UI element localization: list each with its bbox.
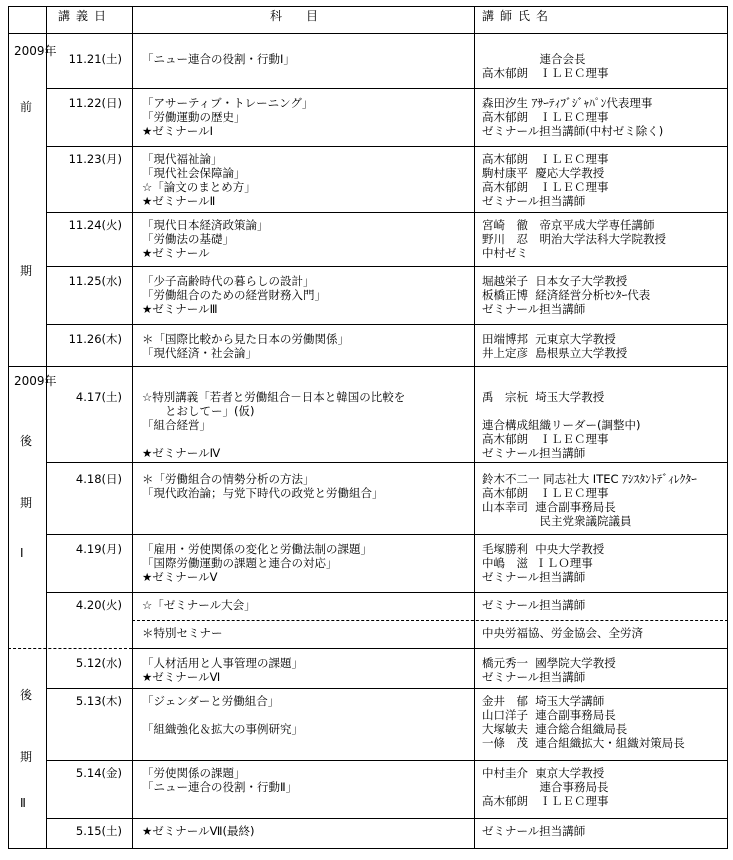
row-lecturer: 連合事務局長 bbox=[482, 780, 609, 794]
header-divider bbox=[8, 33, 728, 34]
row-subject: ★ゼミナール bbox=[142, 246, 210, 260]
row-lecturer: 井上定彦 島根県立大学教授 bbox=[482, 346, 628, 360]
row-lecturer: ゼミナール担当講師(中村ゼミ除く) bbox=[482, 124, 664, 138]
row-lecturer: 一條 茂 連合組織拡大・組織対策局長 bbox=[482, 736, 685, 750]
row-subject: 「人材活用と人事管理の課題」 bbox=[142, 656, 303, 670]
row-lecturer: 田端博邦 元東京大学教授 bbox=[482, 332, 616, 346]
row-lecturer: 森田汐生 ｱｻｰﾃｨﾌﾞｼﾞｬﾊﾟﾝ代表理事 bbox=[482, 96, 653, 110]
row-divider bbox=[46, 534, 728, 535]
row-lecturer: 金井 郁 埼玉大学講師 bbox=[482, 694, 605, 708]
period-third-label-c: Ⅱ bbox=[20, 796, 26, 810]
row-lecturer: 堀越栄子 日本女子大学教授 bbox=[482, 274, 628, 288]
row-lecturer: ゼミナール担当講師 bbox=[482, 302, 586, 316]
row-subject: 「ジェンダーと労働組合」 bbox=[142, 694, 280, 708]
row-lecturer: 高木郁朗 ＩＬＥＣ理事 bbox=[482, 110, 609, 124]
period-divider bbox=[8, 366, 728, 367]
period-second-label-b: 期 bbox=[20, 496, 33, 510]
row-subject: ☆「ゼミナール大会」 bbox=[142, 598, 256, 612]
row-divider bbox=[46, 266, 728, 267]
row-date: 5.12(水) bbox=[75, 656, 122, 670]
row-date: 4.18(日) bbox=[75, 472, 122, 486]
row-divider bbox=[46, 760, 728, 761]
row-lecturer: 高木郁朗 ＩＬＥＣ理事 bbox=[482, 486, 609, 500]
row-lecturer: 宮崎 徹 帝京平成大学専任講師 bbox=[482, 218, 655, 232]
period-first-label-b: 期 bbox=[20, 264, 33, 278]
period-second-year: 2009年 bbox=[14, 374, 57, 388]
row-subject: 「アサーティブ・トレーニング」 bbox=[142, 96, 314, 110]
row-date: 4.19(月) bbox=[75, 542, 122, 556]
row-subject: ★ゼミナールⅠ bbox=[142, 124, 213, 138]
row-lecturer: 鈴木不二一 同志社大 ITEC ｱｼｽﾀﾝﾄﾃﾞｨﾚｸﾀｰ bbox=[482, 472, 697, 486]
row-subject: 「労働法の基礎」 bbox=[142, 232, 234, 246]
row-lecturer: 山口洋子 連合副事務局長 bbox=[482, 708, 616, 722]
row-date: 4.17(土) bbox=[75, 390, 122, 404]
row-lecturer: 民主党衆議院議員 bbox=[482, 514, 632, 528]
row-divider bbox=[46, 818, 728, 819]
header-lecturer: 講師氏名 bbox=[482, 9, 555, 23]
period-second-label-a: 後 bbox=[20, 434, 33, 448]
row-subject: 「現代政治論；与党下時代の政党と労働組合」 bbox=[142, 486, 384, 500]
row-subject: ＊「国際比較から見た日本の労働関係」 bbox=[142, 332, 349, 346]
row-subject: 「雇用・労使関係の変化と労働法制の課題」 bbox=[142, 542, 372, 556]
row-lecturer: 高木郁朗 ＩＬＥＣ理事 bbox=[482, 152, 609, 166]
row-lecturer: ゼミナール担当講師 bbox=[482, 670, 586, 684]
row-subject: ★ゼミナールⅢ bbox=[142, 302, 218, 316]
row-lecturer: 板橋正博 経済経営分析ｾﾝﾀｰ代表 bbox=[482, 288, 651, 302]
col-divider-date bbox=[132, 6, 133, 849]
row-subject: ☆特別講義「若者と労働組合－日本と韓国の比較を bbox=[142, 390, 406, 404]
header-subject: 科 目 bbox=[270, 9, 325, 23]
row-divider bbox=[46, 88, 728, 89]
row-subject: ★ゼミナールⅦ(最終) bbox=[142, 824, 255, 838]
header-date: 講義日 bbox=[58, 9, 113, 23]
row-lecturer: 野川 忍 明治大学法科大学院教授 bbox=[482, 232, 666, 246]
row-lecturer: 中村ゼミ bbox=[482, 246, 528, 260]
row-date: 11.25(水) bbox=[68, 274, 122, 288]
row-subject: 「国際労働運動の課題と連合の対応」 bbox=[142, 556, 338, 570]
period-second-label-c: Ⅰ bbox=[20, 546, 24, 560]
row-lecturer: 高木郁朗 ＩＬＥＣ理事 bbox=[482, 794, 609, 808]
row-divider bbox=[46, 212, 728, 213]
row-lecturer: 中央労福協、労金協会、全労済 bbox=[482, 626, 643, 640]
row-subject: 「組合経営」 bbox=[142, 418, 211, 432]
row-lecturer: 山本幸司 連合副事務局長 bbox=[482, 500, 616, 514]
row-subject: 「ニュー連合の役割・行動Ⅱ」 bbox=[142, 780, 298, 794]
row-lecturer: ゼミナール担当講師 bbox=[482, 446, 586, 460]
row-lecturer: 中嶋 滋 ＩＬＯ理事 bbox=[482, 556, 593, 570]
period-divider bbox=[132, 648, 728, 649]
period-divider-dashed bbox=[8, 648, 132, 649]
row-subject: ☆「論文のまとめ方」 bbox=[142, 180, 256, 194]
row-subject: ★ゼミナールⅡ bbox=[142, 194, 216, 208]
row-subject: ＊「労働組合の情勢分析の方法」 bbox=[142, 472, 315, 486]
row-lecturer: 大塚敏夫 連合総合組織局長 bbox=[482, 722, 628, 736]
period-third-label-b: 期 bbox=[20, 750, 33, 764]
row-date: 11.24(火) bbox=[68, 218, 122, 232]
col-divider-subject bbox=[474, 6, 475, 849]
row-subject: 「現代福祉論」 bbox=[142, 152, 223, 166]
period-first-year: 2009年 bbox=[14, 44, 57, 58]
row-subject: 「ニュー連合の役割・行動Ⅰ」 bbox=[142, 52, 295, 66]
row-lecturer: 高木郁朗 ＩＬＥＣ理事 bbox=[482, 432, 609, 446]
row-date: 11.23(月) bbox=[68, 152, 122, 166]
row-subject: ★ゼミナールⅥ bbox=[142, 670, 221, 684]
row-subject: ★ゼミナールⅣ bbox=[142, 446, 221, 460]
row-date: 5.15(土) bbox=[75, 824, 122, 838]
row-subject: 「現代社会保障論」 bbox=[142, 166, 246, 180]
row-lecturer: 駒村康平 慶応大学教授 bbox=[482, 166, 605, 180]
row-date: 11.22(日) bbox=[68, 96, 122, 110]
row-date: 11.21(土) bbox=[68, 52, 122, 66]
row-lecturer: ゼミナール担当講師 bbox=[482, 570, 586, 584]
period-third-label-a: 後 bbox=[20, 688, 33, 702]
row-lecturer: 高木郁朗 ＩＬＥＣ理事 bbox=[482, 66, 609, 80]
row-lecturer: 連合会長 bbox=[482, 52, 586, 66]
row-subject: 「組織強化＆拡大の事例研究」 bbox=[142, 722, 303, 736]
row-divider-dashed bbox=[132, 620, 728, 621]
row-lecturer: 高木郁朗 ＩＬＥＣ理事 bbox=[482, 180, 609, 194]
row-subject: 「少子高齢時代の暮らしの設計」 bbox=[142, 274, 315, 288]
row-lecturer: 禹 宗杬 埼玉大学教授 bbox=[482, 390, 605, 404]
row-date: 11.26(木) bbox=[68, 332, 122, 346]
row-lecturer: ゼミナール担当講師 bbox=[482, 598, 586, 612]
row-subject: とおしてー」(仮) bbox=[142, 404, 255, 418]
row-subject: 「現代経済・社会論」 bbox=[142, 346, 257, 360]
row-divider bbox=[46, 592, 728, 593]
row-subject: 「労使関係の課題」 bbox=[142, 766, 246, 780]
row-date: 5.13(木) bbox=[75, 694, 122, 708]
row-lecturer: 中村圭介 東京大学教授 bbox=[482, 766, 605, 780]
row-subject: ＊特別セミナー bbox=[142, 626, 223, 640]
period-first-label-a: 前 bbox=[20, 100, 33, 114]
row-date: 5.14(金) bbox=[75, 766, 122, 780]
row-subject: 「労働運動の歴史」 bbox=[142, 110, 246, 124]
row-subject: 「現代日本経済政策論」 bbox=[142, 218, 269, 232]
col-divider-period bbox=[46, 6, 47, 849]
row-lecturer: ゼミナール担当講師 bbox=[482, 194, 586, 208]
row-lecturer: 連合構成組織リーダー(調整中) bbox=[482, 418, 641, 432]
row-lecturer: 毛塚勝利 中央大学教授 bbox=[482, 542, 605, 556]
row-divider bbox=[46, 462, 728, 463]
row-lecturer: 橋元秀一 國學院大学教授 bbox=[482, 656, 616, 670]
row-lecturer: ゼミナール担当講師 bbox=[482, 824, 586, 838]
row-divider bbox=[46, 324, 728, 325]
row-divider bbox=[46, 688, 728, 689]
row-divider bbox=[46, 146, 728, 147]
row-subject: 「労働組合のための経営財務入門」 bbox=[142, 288, 326, 302]
row-subject: ★ゼミナールⅤ bbox=[142, 570, 218, 584]
row-date: 4.20(火) bbox=[75, 598, 122, 612]
